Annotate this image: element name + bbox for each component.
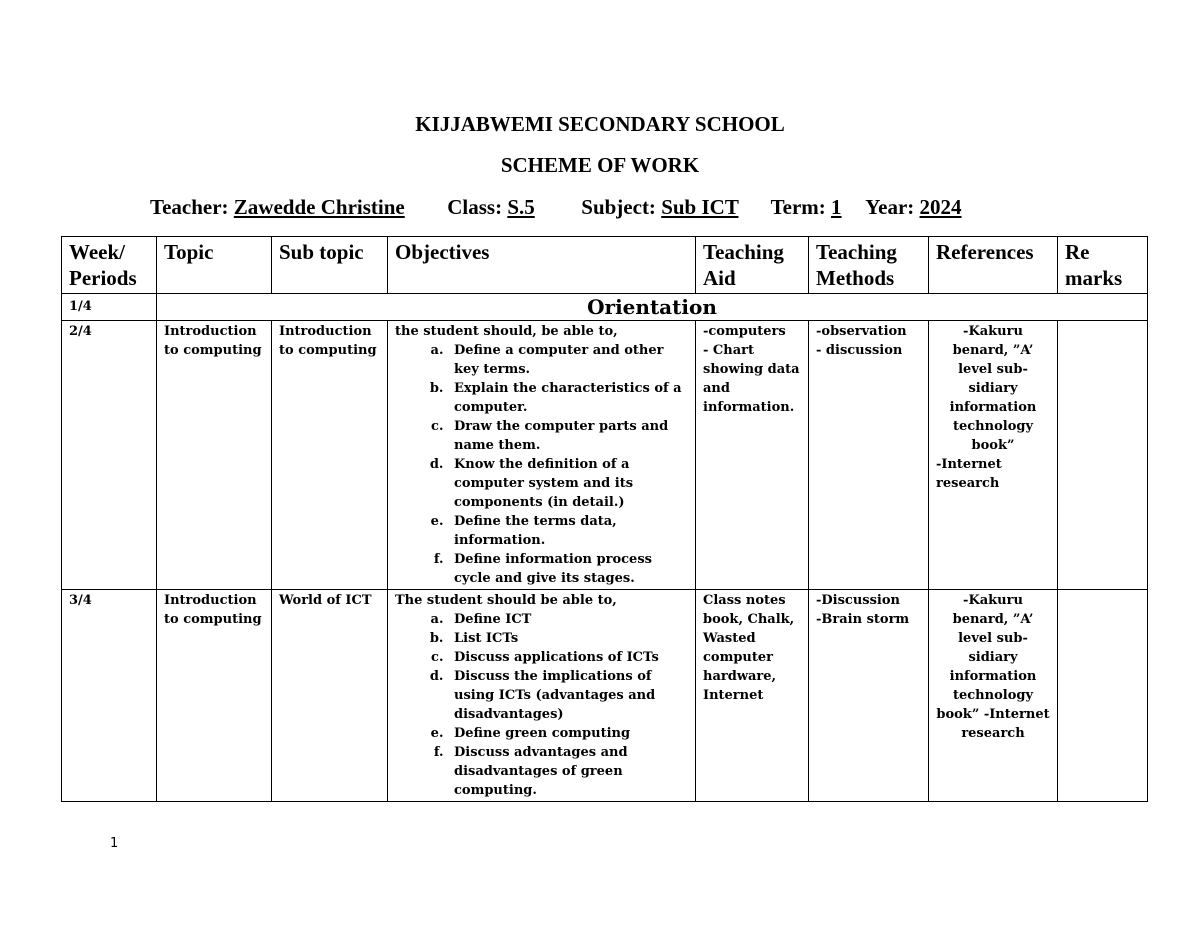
year-value: 2024 (919, 195, 962, 219)
table-row (62, 294, 1148, 321)
objective-item: f. Define information process cycle and give its stages. (448, 550, 688, 588)
aid-item: -computers (703, 324, 786, 339)
term-value: 1 (831, 195, 842, 219)
objective-item: b. Explain the characteristics of a computer. (448, 379, 688, 417)
method-item: -Discussion (816, 593, 900, 608)
remarks-cell (1058, 590, 1148, 802)
reference-book: -Kakuru benard, ”A’ level sub-sidiary information technology book” (949, 324, 1037, 453)
objective-item: d. Discuss the implications of using ICTs (advantages and disadvantages) (448, 667, 688, 724)
col-header-week: Week/ Periods (62, 237, 157, 294)
orientation-cell: Orientation (157, 294, 1148, 321)
aid-item: - Chart showing data and information. (703, 343, 800, 415)
teaching-aid-cell: Class notes book, Chalk, Wasted computer hardware, Internet (696, 590, 809, 802)
objectives-cell (388, 321, 696, 590)
col-header-topic: Topic (157, 237, 272, 294)
objective-item: c. Discuss applications of ICTs (448, 648, 688, 667)
objectives-list (395, 610, 688, 800)
references-cell (929, 321, 1058, 590)
subject-value: Sub ICT (661, 195, 739, 219)
class-label: Class: (447, 195, 503, 219)
week-cell: 3/4 (62, 590, 157, 802)
objectives-cell (388, 590, 696, 802)
objective-item: e. Define the terms data, information. (448, 512, 688, 550)
col-header-objectives: Objectives (388, 237, 696, 294)
col-header-subtopic: Sub topic (272, 237, 388, 294)
header-info-line (150, 195, 1070, 220)
subject-label: Subject: (581, 195, 656, 219)
references-cell: -Kakuru benard, ”A’ level sub-sidiary information technology book” -Internet research (929, 590, 1058, 802)
teacher-label: Teacher: (150, 195, 229, 219)
col-header-teaching-aid: Teaching Aid (696, 237, 809, 294)
objectives-intro: The student should be able to, (395, 593, 617, 608)
col-header-remarks: Re marks (1058, 237, 1148, 294)
table-header-row (62, 237, 1148, 294)
table-row (62, 590, 1148, 802)
topic-cell: Introduction to computing (157, 590, 272, 802)
week-cell: 2/4 (62, 321, 157, 590)
method-item: -observation (816, 324, 907, 339)
objectives-list (395, 341, 688, 588)
school-name: KIJJABWEMI SECONDARY SCHOOL (415, 112, 785, 136)
objective-item: f. Discuss advantages and disadvantages of green computing. (448, 743, 688, 800)
teaching-aid-cell (696, 321, 809, 590)
objective-item: e. Define green computing (448, 724, 688, 743)
page-number: 1 (110, 836, 119, 851)
document-title: SCHEME OF WORK (500, 153, 700, 177)
subtopic-cell: Introduction to computing (272, 321, 388, 590)
teaching-methods-cell (809, 590, 929, 802)
col-header-teaching-methods: Teaching Methods (809, 237, 929, 294)
objectives-intro: the student should, be able to, (395, 324, 618, 339)
teacher-name: Zawedde Christine (233, 195, 405, 219)
objective-item: c. Draw the computer parts and name them. (448, 417, 688, 455)
method-item: - discussion (816, 343, 903, 358)
table-row (62, 321, 1148, 590)
objective-item: d. Know the definition of a computer system and its components (in detail.) (448, 455, 688, 512)
reference-internet: -Internet research (936, 457, 1002, 491)
col-header-references: References (929, 237, 1058, 294)
subtopic-cell: World of ICT (272, 590, 388, 802)
year-label: Year: (865, 195, 915, 219)
objective-item: b. List ICTs (448, 629, 688, 648)
teaching-methods-cell (809, 321, 929, 590)
scheme-table (61, 236, 1148, 802)
week-cell: 1/4 (62, 294, 157, 321)
class-value: S.5 (507, 195, 535, 219)
topic-cell: Introduction to computing (157, 321, 272, 590)
remarks-cell (1058, 321, 1148, 590)
objective-item: a. Define a computer and other key terms. (448, 341, 688, 379)
term-label: Term: (770, 195, 826, 219)
method-item: -Brain storm (816, 612, 910, 627)
objective-item: a. Define ICT (448, 610, 688, 629)
